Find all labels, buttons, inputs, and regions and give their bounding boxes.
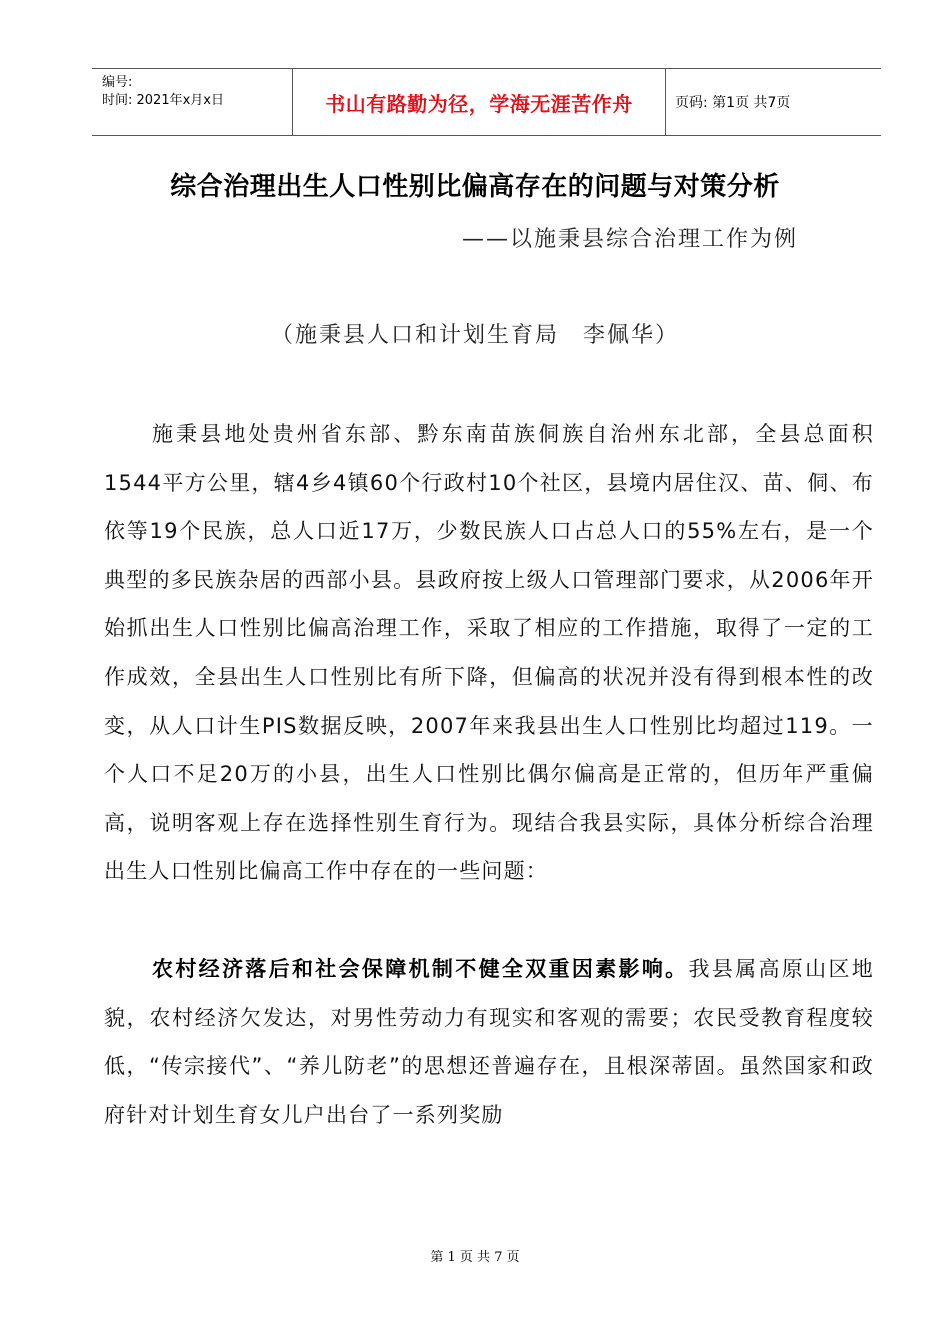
header-motto: 书山有路勤为径，学海无涯苦作舟	[325, 91, 633, 116]
body-paragraph-2	[104, 945, 874, 1139]
header-page-info: 页码: 第1页 共7页	[675, 95, 791, 111]
header-meta	[92, 69, 292, 135]
document-author: （施秉县人口和计划生育局 李佩华）	[270, 323, 679, 348]
header-motto-cell	[292, 69, 666, 135]
document-title: 综合治理出生人口性别比偏高存在的问题与对策分析	[170, 172, 780, 202]
page-header	[92, 68, 881, 136]
page-footer: 第 1 页 共 7 页	[430, 1250, 520, 1265]
paragraph-2-text: 我县属高原山区地貌，农村经济欠发达，对男性劳动力有现实和客观的需要；农民受教育程度较低，“传宗接代”、“养儿防老”的思想还普遍存在，且根深蒂固。虽然国家和政府针对计划生育女儿户出台了一系列奖励	[104, 957, 874, 1127]
number-label: 编号:	[102, 75, 133, 90]
document-subtitle: ——以施秉县综合治理工作为例	[462, 227, 799, 252]
paragraph-2-heading: 农村经济落后和社会保障机制不健全双重因素影响。	[152, 957, 689, 981]
time-label: 时间: 2021年x月x日	[102, 93, 224, 108]
body-paragraph-1: 施秉县地处贵州省东部、黔东南苗族侗族自治州东北部，全县总面积1544平方公里，辖4乡4镇60个行政村10个社区，县境内居住汉、苗、侗、布依等19个民族，总人口近17万，少数民族人口占总人口的55%左右，是一个典型的多民族杂居的西部小县。县政府按上级人口管理部门要求，从2006年开始抓出生人口性别比偏高治理工作，采取了相应的工作措施，取得了一定的工作成效，全县出生人口性别比有所下降，但偏高的状况并没有得到根本性的改变，从人口计生PIS数据反映，2007年来我县出生人口性别比均超过119。一个人口不足20万的小县，出生人口性别比偶尔偏高是正常的，但历年严重偏高，说明客观上存在选择性别生育行为。现结合我县实际，具体分析综合治理出生人口性别比偏高工作中存在的一些问题：	[104, 422, 874, 884]
